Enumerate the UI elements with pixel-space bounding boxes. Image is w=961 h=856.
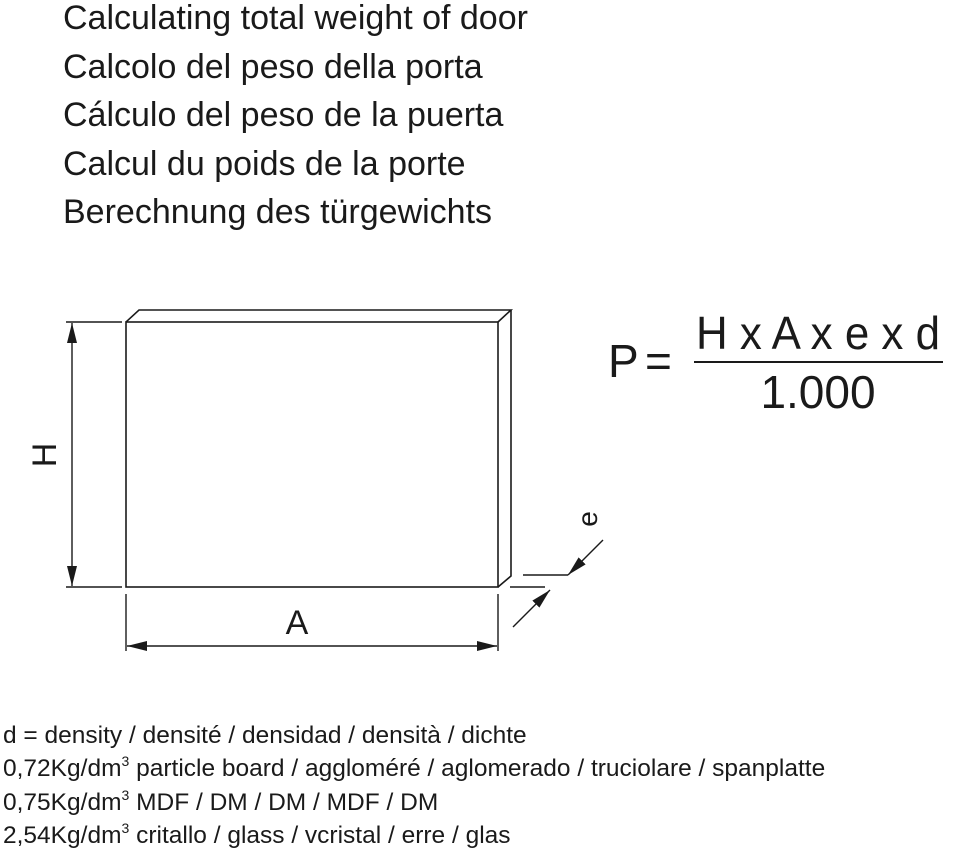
thickness-arrow-lower: [513, 590, 550, 627]
density-exponent: 3: [121, 786, 130, 803]
title-italian: Calcolo del peso della porta: [63, 47, 483, 86]
formula-denominator: 1.000: [760, 366, 876, 418]
title-french: Calcul du poids de la porte: [63, 144, 466, 183]
density-notes: [3, 719, 825, 853]
density-material: particle board / aggloméré / aglomerado / truciolare / spanplatte: [129, 755, 826, 783]
density-material: MDF / DM / DM / MDF / DM: [129, 788, 439, 816]
formula-equals: =: [645, 335, 672, 387]
density-material: critallo / glass / vcristal / erre / glas: [129, 822, 511, 850]
density-row: [3, 752, 825, 785]
density-row: [3, 819, 825, 852]
width-dimension: [126, 594, 498, 651]
density-exponent: 3: [121, 820, 130, 837]
weight-formula: [608, 307, 943, 418]
density-value: 2,54Kg/dm: [3, 822, 122, 850]
title-spanish: Cálculo del peso de la puerta: [63, 96, 504, 134]
density-row: [3, 786, 825, 819]
density-exponent: 3: [121, 753, 130, 770]
title-english: Calculating total weight of door: [63, 0, 528, 37]
density-value: 0,75Kg/dm: [3, 788, 122, 816]
door-side-edge: [498, 310, 511, 587]
formula-numerator: H x A x e x d: [696, 307, 940, 359]
height-dimension: [66, 322, 122, 587]
width-label: A: [285, 604, 309, 642]
density-legend: d = density / densité / densidad / densità / dichte: [3, 722, 527, 749]
thickness-dimension: [510, 540, 603, 627]
door-front-face: [126, 322, 498, 587]
thickness-label: e: [572, 511, 603, 527]
door-panel: [126, 310, 511, 587]
title-german: Berechnung des türgewichts: [63, 193, 493, 231]
formula-lhs: P: [608, 335, 639, 387]
density-value: 0,72Kg/dm: [3, 755, 122, 783]
thickness-arrow-upper: [568, 540, 603, 575]
height-label: H: [26, 442, 64, 468]
door-top-edge: [126, 310, 511, 322]
